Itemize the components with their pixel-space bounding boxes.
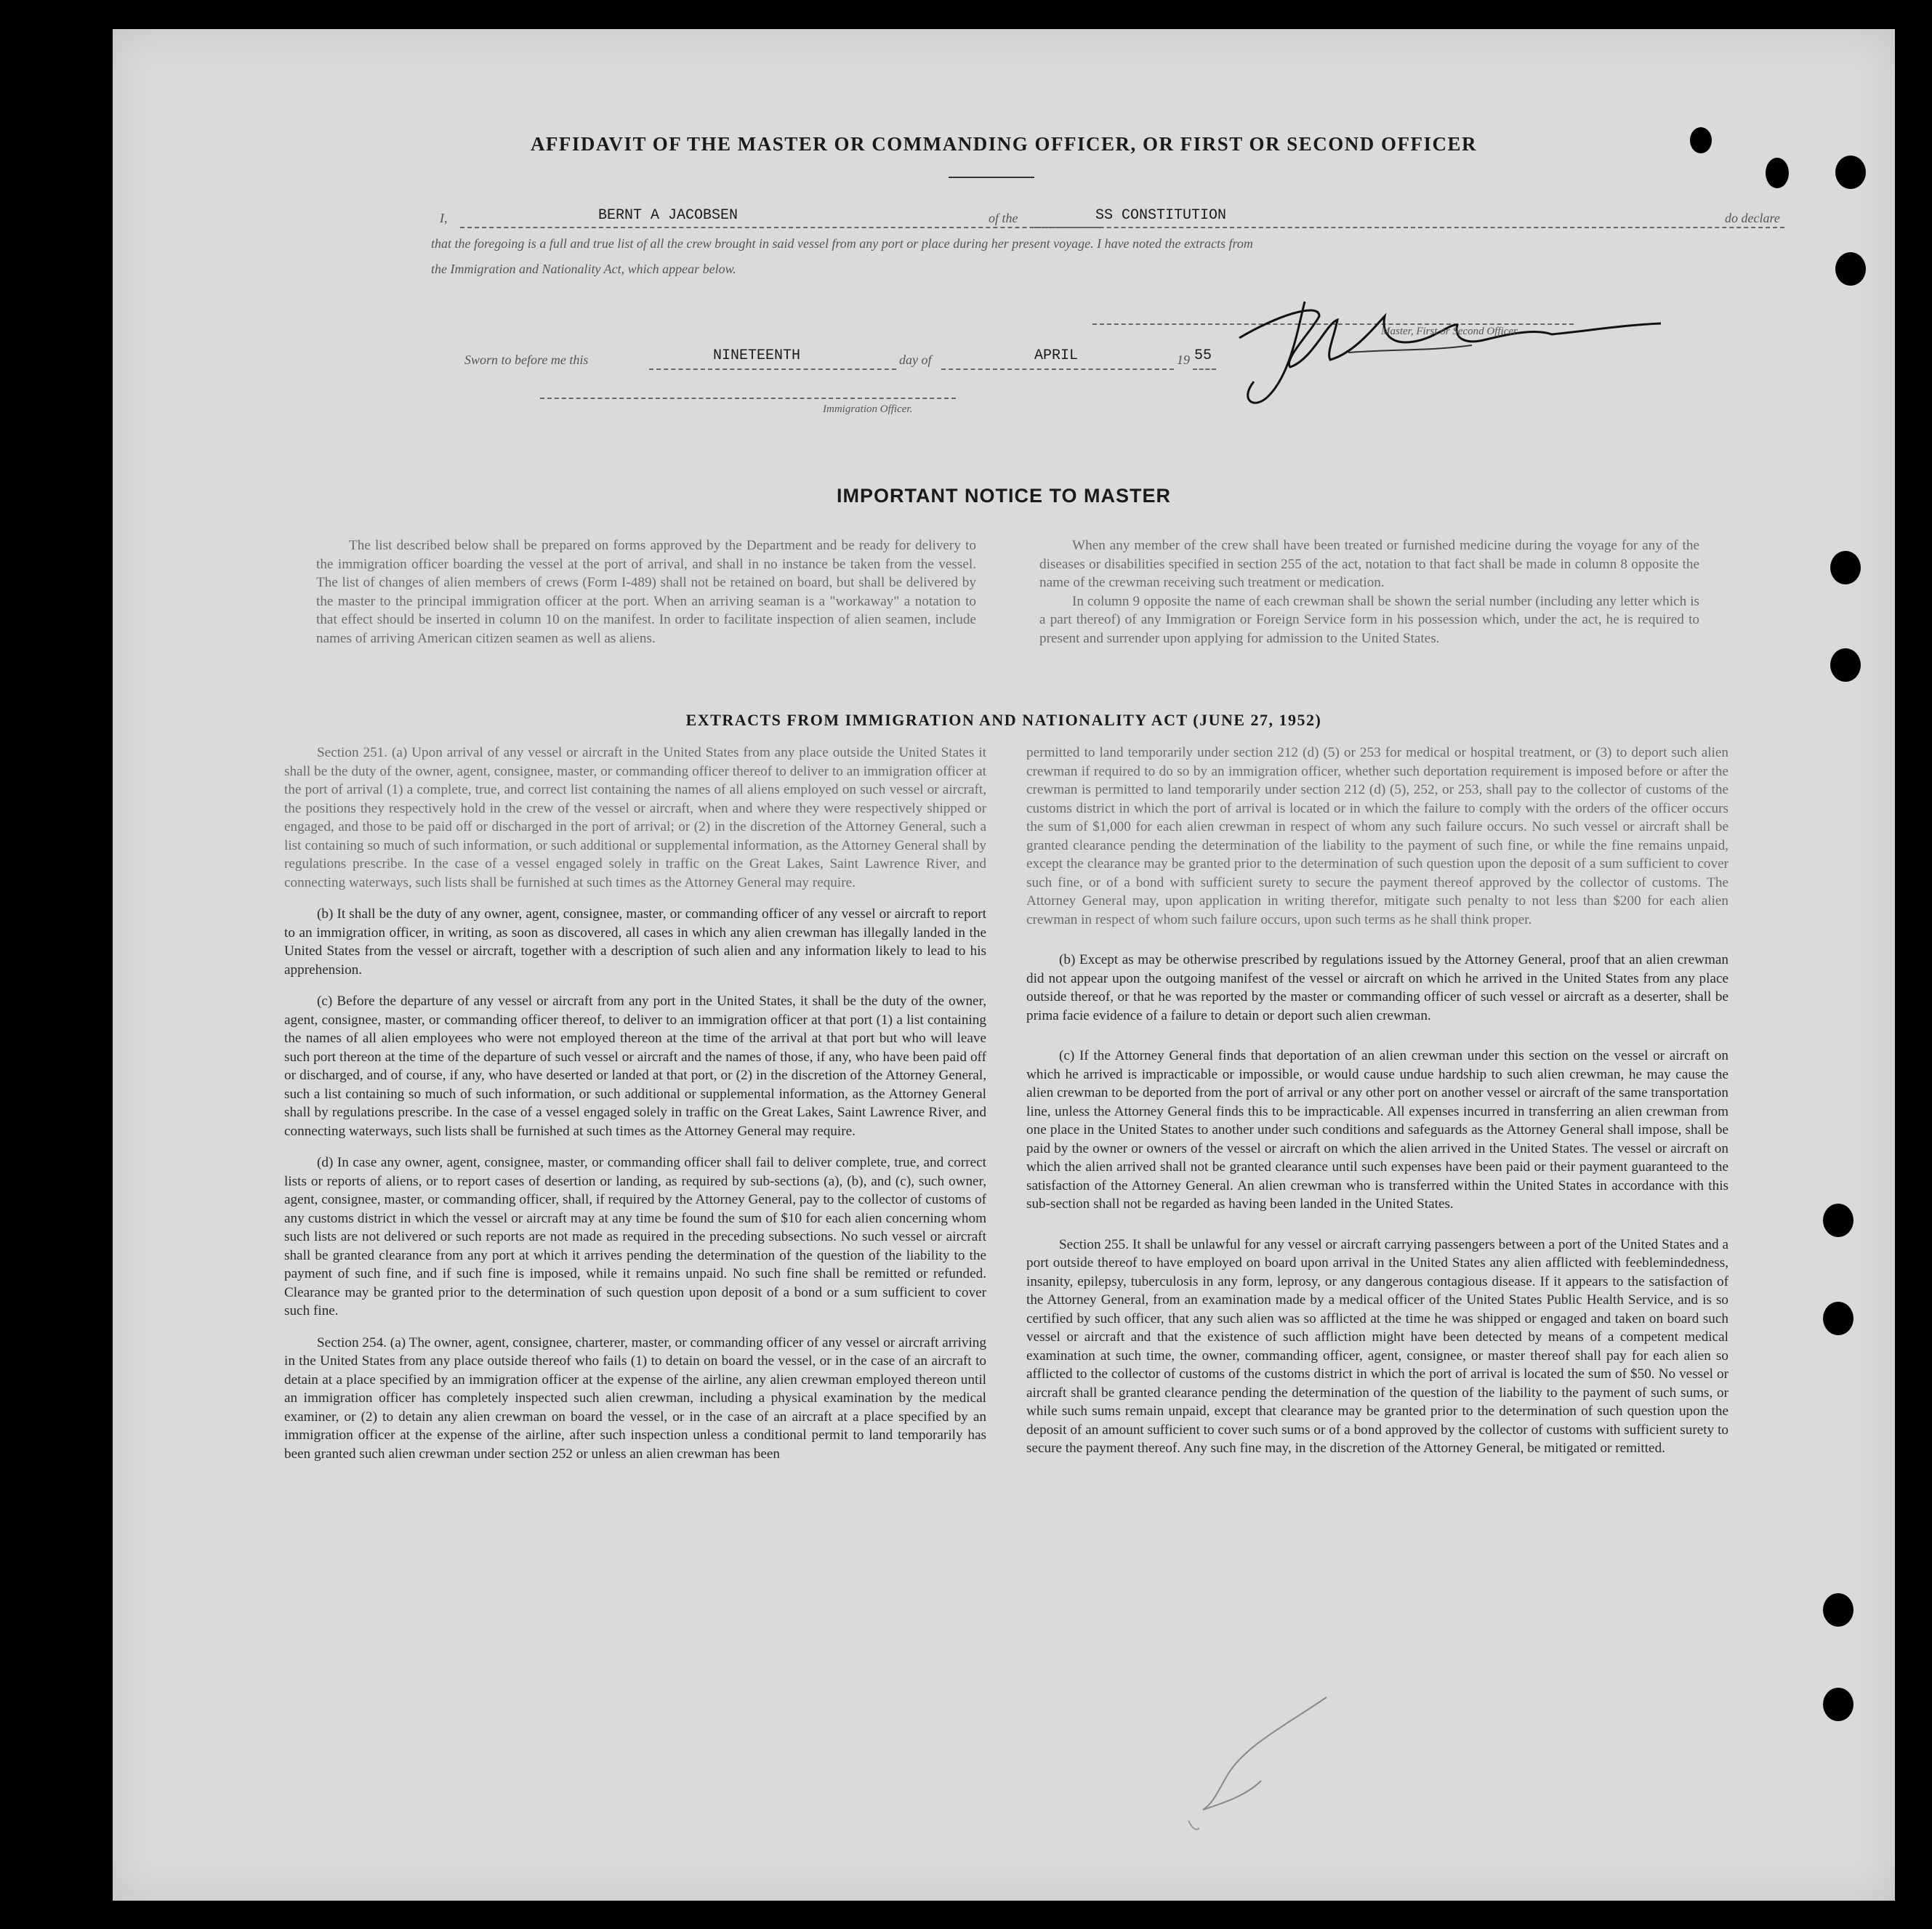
do-declare-label: do declare: [1725, 211, 1780, 225]
officer-name: BERNT A JACOBSEN: [598, 207, 738, 224]
section-paragraph: (b) Except as may be otherwise prescribed by regulations issued by the Attorney General, proof that an alien crewman did not appear upon the outgoing manifest of the vessel or aircraft on which he arrived in the United States from any place outside thereof, or that he was reported by the master or commanding officer of such vessel or aircraft as a deserter, shall be prima facie evidence of a failure to detain or deport such alien crewman.: [1026, 952, 1728, 1023]
extracts-title: EXTRACTS FROM IMMIGRATION AND NATIONALITY ACT (JUNE 27, 1952): [685, 711, 1322, 729]
day-of-label: day of: [899, 353, 932, 367]
year-prefix: 19: [1177, 353, 1190, 367]
year-line: [1193, 369, 1216, 370]
vessel-name: SS CONSTITUTION: [1095, 207, 1227, 224]
section-paragraph: (d) In case any owner, agent, consignee, master, or commanding officer shall fail to deliver complete, true, and correct lists or reports of aliens, or to report cases of desertion or landing, as required by sub-sections (a), (b), and (c), such owner, agent, consignee, master, or commanding officer, shall, if required by the Attorney General, pay to the collector of customs of any customs district in which the vessel or aircraft may at any time be found the sum of $10 for each alien concerning whom such lists are not delivered or such reports are not made as required in the preceding subsections. No such vessel or aircraft shall be granted clearance from any port at which it arrives pending the determination of the question of the liability to the payment of such fine, and if such fine is imposed, while it remains unpaid. No such fine shall be remitted or refunded. Clearance may be granted prior to the determination of such question upon deposit of a bond or a sum sufficient to cover such fine.: [284, 1155, 986, 1318]
section-paragraph: (c) If the Attorney General finds that deportation of an alien crewman under this section on the vessel or aircraft on which he arrived is impracticable or impossible, or would cause undue hardship to such alien crewman, he may cause the alien crewman to be deported from the port of arrival or any other port on another vessel or aircraft of the same transportation line, unless the Attorney General finds this to be impracticable. All expenses incurred in transferring an alien crewman from one place in the United States to another under such conditions and safeguards as the Attorney General shall impose, shall be paid by the owner or owners of the vessel or aircraft on which the alien arrived in the United States. The vessel or aircraft on which the alien arrived shall not be granted clearance until such expenses have been paid or their payment guaranteed to the satisfaction of the Attorney General. An alien crewman who is transferred within the United States in accordance with this sub-section shall not be regarded as having been landed in the United States.: [1026, 1048, 1728, 1212]
vessel-line: [1034, 227, 1784, 228]
master-caption: Master, First or Second Officer.: [1381, 326, 1519, 337]
immigration-officer-caption: Immigration Officer.: [823, 403, 913, 415]
punch-hole: [1823, 1204, 1853, 1237]
name-line: [460, 227, 1100, 228]
notice-paragraph: The list described below shall be prepared on forms approved by the Department and be ready for delivery to the immigration officer boarding the vessel at the port of arrival, and shall in no instance be taken from the vessel. The list of changes of alien members of crews (Form I-489) shall not be retained on board, but shall be delivered by the master to the principal immigration officer at the port. When an arriving seaman is a "workaway" a notation to that effect should be inserted in column 10 on the manifest. In order to facilitate inspection of alien seamen, include names of arriving American citizen seamen as well as aliens.: [316, 538, 976, 646]
notice-right-column: [1039, 536, 1699, 648]
notice-left-column: [316, 536, 976, 648]
declaration-line-2: that the foregoing is a full and true list of all the crew brought in said vessel from any port or place during her present voyage. I have noted the extracts from: [431, 236, 1253, 251]
year-value: 55: [1194, 347, 1212, 364]
of-the-label: of the: [989, 211, 1018, 225]
extracts-right-column: [1026, 744, 1728, 1458]
notice-title: IMPORTANT NOTICE TO MASTER: [837, 485, 1171, 507]
officer-line: [540, 398, 956, 399]
i-label: I,: [440, 211, 448, 225]
notice-paragraph: In column 9 opposite the name of each crewman shall be shown the serial number (including any letter which is a part thereof) of any Immigration or Foreign Service form in his possession which, under the act, he is required to present and surrender upon applying for admission to the United States.: [1039, 593, 1699, 646]
punch-hole: [1690, 127, 1712, 153]
section-paragraph: (b) It shall be the duty of any owner, agent, consignee, master, or commanding officer of any vessel or aircraft to report to an immigration officer, in writing, as soon as discovered, all cases in which any alien crewman has illegally landed in the United States from the vessel or aircraft, together with a description of such alien and any information likely to lead to his apprehension.: [284, 906, 986, 978]
day-value: NINETEENTH: [713, 347, 801, 364]
section-paragraph: permitted to land temporarily under section 212 (d) (5) or 253 for medical or hospital treatment, or (3) to deport such alien crewman if required to do so by an immigration officer, whether such deportation requirement is imposed before or after the crewman is permitted to land temporarily under section 212 (d) (5), 252, or 253, shall pay to the collector of customs of the customs district in which the port of arrival is located or in which the failure to comply with the orders of the officer occurs the sum of $1,000 for each alien crewman in respect of whom any such failure occurs. No such vessel or aircraft shall be granted clearance pending the determination of the liability to the payment of such fine, or while the fine remains unpaid, except the clearance may be granted prior to the determination of such question upon the deposit of a sum sufficient to cover such fine, or of a bond with sufficient surety to secure the payment thereof approved by the collector of customs. The Attorney General may, upon application in writing therefor, mitigate such penalty to not less than $200 for each alien crewman in respect of whom such failure occurs, upon such terms as he shall think proper.: [1026, 745, 1728, 927]
section-paragraph: (c) Before the departure of any vessel or aircraft from any port in the United States, it shall be the duty of the owner, agent, consignee, master, or commanding officer thereof, to deliver to an immigration officer at that port (1) a list containing the names of all alien employees who were not employed thereon at the time of the arrival at that port but who will leave such port thereon at the time of the departure of such vessel or aircraft and the names of those, if any, who have been paid off or discharged, and of course, if any, who have deserted or landed at that port, or (2) in the discretion of the Attorney General, such a list containing so much of such information, or such additional or supplemental information, as the Attorney General shall by regulations prescribe. In the case of a vessel engaged solely in traffic on the Great Lakes, Saint Lawrence River, and connecting waterways, such lists shall be furnished at such times as the Attorney General may require.: [284, 994, 986, 1139]
sworn-label: Sworn to before me this: [464, 353, 589, 367]
title-divider: [949, 177, 1034, 178]
punch-hole: [1835, 156, 1866, 189]
punch-hole: [1823, 1688, 1853, 1721]
punch-hole: [1830, 648, 1861, 682]
extracts-left-column: [284, 744, 986, 1463]
punch-hole: [1830, 551, 1861, 584]
punch-hole: [1823, 1593, 1853, 1627]
notice-paragraph: When any member of the crew shall have been treated or furnished medicine during the voyage for any of the diseases or disabilities specified in section 255 of the act, notation to that fact shall be made in column 8 opposite the name of the crewman receiving such treatment or medication.: [1039, 538, 1699, 590]
punch-hole: [1823, 1302, 1853, 1335]
section-paragraph: Section 251. (a) Upon arrival of any vessel or aircraft in the United States from any place outside the United States it shall be the duty of the owner, agent, consignee, master, or commanding officer thereof to deliver to an immigration officer at the port of arrival (1) a complete, true, and correct list containing the names of all aliens employed on such vessel or aircraft, the positions they respectively hold in the crew of the vessel or aircraft, when and where they were respectively shipped or engaged, and those to be paid off or discharged in the port of arrival; or (2) in the discretion of the Attorney General, such a list containing so much of such information, or such additional or supplemental information, as the Attorney General shall by regulations prescribe. In the case of a vessel engaged solely in traffic on the Great Lakes, Saint Lawrence River, and connecting waterways, such lists shall be furnished at such times as the Attorney General may require.: [284, 745, 986, 890]
month-line: [941, 369, 1174, 370]
punch-hole: [1766, 158, 1789, 188]
day-line: [649, 369, 896, 370]
declaration-line-3: the Immigration and Nationality Act, which appear below.: [431, 262, 736, 276]
master-signature: [1210, 273, 1668, 411]
section-paragraph: Section 254. (a) The owner, agent, consignee, charterer, master, or commanding officer of any vessel or aircraft arriving in the United States from any place outside thereof who fails (1) to detain on board the vessel, or in the case of an aircraft to detain at a place specified by an immigration officer at the expense of the airline, any alien crewman employed thereon until an immigration officer has completely inspected such alien crewman, including a physical examination by the medical examiner, or (2) to detain any alien crewman on board the vessel, or in the case of an aircraft at a place specified by an immigration officer at the expense of the airline, after such inspection unless a conditional permit to land temporarily has been granted such alien crewman under section 252 or unless an alien crewman has been: [284, 1334, 986, 1462]
document-page: [113, 29, 1895, 1901]
section-paragraph: Section 255. It shall be unlawful for any vessel or aircraft carrying passengers between a port of the United States and a port outside thereof to have employed on board upon arrival in the United States any alien afflicted with feeblemindedness, insanity, epilepsy, tuberculosis in any form, leprosy, or any dangerous contagious disease. If it appears to the satisfaction of the Attorney General, from an examination made by a medical officer of the United States Public Health Service, and is so certified by such officer, that any such alien was so afflicted at the time he was shipped or engaged and taken on board such vessel or aircraft and that the existence of such affliction might have been detected by means of a competent medical examination at such time, the owner, commanding officer, agent, consignee, or master thereof shall pay for each alien so afflicted to the collector of customs of the customs district in which the port of arrival is located the sum of $50. No vessel or aircraft shall be granted clearance pending the determination of the question of the liability to the payment of such sums, or while such sums remain unpaid, except that clearance may be granted prior to the determination of such question upon the deposit of an amount sufficient to cover such sums or of a bond approved by the collector of customs with sufficient surety to secure the payment thereof. Any such fine may, in the discretion of the Attorney General, be mitigated or remitted.: [1026, 1236, 1728, 1456]
punch-hole: [1835, 252, 1866, 286]
pencil-marks: [1159, 1694, 1348, 1839]
month-value: APRIL: [1034, 347, 1079, 364]
affidavit-title: AFFIDAVIT OF THE MASTER OR COMMANDING OFFICER, OR FIRST OR SECOND OFFICER: [530, 133, 1478, 155]
